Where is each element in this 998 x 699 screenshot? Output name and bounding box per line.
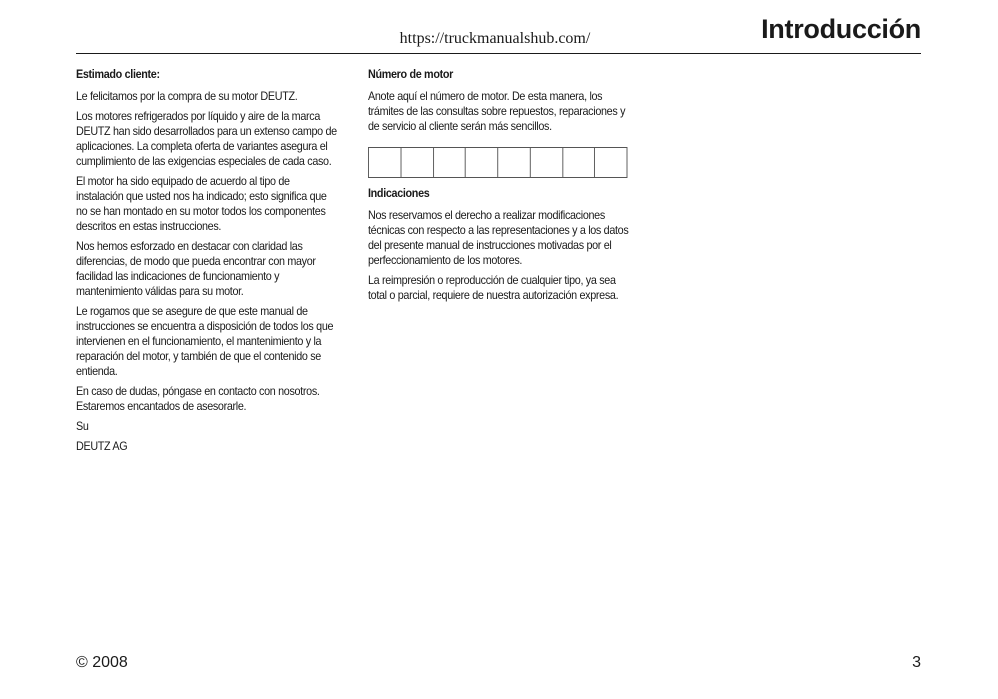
paragraph-equipment: El motor ha sido equipado de acuerdo al tipo de instalación que usted nos ha indicado; esto significa que no se han montado en su motor todos los componentes descritos en estas instrucciones.	[76, 175, 327, 233]
paragraph-congratulations: Le felicitamos por la compra de su motor DEUTZ.	[76, 90, 298, 103]
paragraph-modifications: Nos reservamos el derecho a realizar modificaciones técnicas con respecto a las representaciones y a los datos del presente manual de instrucciones motivadas por el perfeccionamiento de los motores.	[368, 209, 629, 267]
signature-text: DEUTZ AG	[76, 440, 128, 453]
engine-number-heading: Número de motor	[368, 68, 453, 81]
page-number: 3	[912, 654, 921, 671]
section-title: Introducción	[761, 14, 921, 44]
paragraph-contact: En caso de dudas, póngase en contacto con nosotros. Estaremos encantados de asesorarle.	[76, 385, 320, 413]
source-url: https://truckmanualshub.com/	[399, 30, 591, 47]
copyright-text: © 2008	[76, 654, 128, 671]
middle-column	[368, 67, 631, 308]
notes-heading: Indicaciones	[368, 187, 430, 200]
engine-number-box[interactable]	[434, 148, 466, 177]
left-column	[76, 67, 338, 459]
paragraph-reprint: La reimpresión o reproducción de cualquier tipo, ya sea total o parcial, requiere de nuestra autorización expresa.	[368, 274, 619, 302]
engine-number-box[interactable]	[401, 148, 433, 177]
engine-number-box[interactable]	[369, 148, 401, 177]
paragraph-engines: Los motores refrigerados por líquido y aire de la marca DEUTZ han sido desarrollados para un extenso campo de aplicaciones. La completa oferta de variantes asegura el cumplimiento de las exigencias especiales de cada caso.	[76, 110, 337, 168]
engine-number-box[interactable]	[563, 148, 595, 177]
engine-number-box[interactable]	[466, 148, 498, 177]
closing-text: Su	[76, 420, 89, 433]
engine-number-text: Anote aquí el número de motor. De esta manera, los trámites de las consultas sobre repuestos, reparaciones y de servicio al cliente serán más sencillos.	[368, 90, 626, 133]
engine-number-box[interactable]	[531, 148, 563, 177]
greeting-heading: Estimado cliente:	[76, 68, 160, 81]
engine-number-boxes	[368, 147, 627, 178]
paragraph-availability: Le rogamos que se asegure de que este manual de instrucciones se encuentra a disposición de todos los que intervienen en el funcionamiento, el mantenimiento y la reparación del motor, y también de que el contenido se entienda.	[76, 305, 334, 378]
engine-number-box[interactable]	[595, 148, 626, 177]
paragraph-differences: Nos hemos esforzado en destacar con claridad las diferencias, de modo que pueda encontrar con mayor facilidad las indicaciones de funcionamiento y mantenimiento válidas para su motor.	[76, 240, 316, 298]
header-divider	[76, 53, 921, 54]
engine-number-box[interactable]	[498, 148, 530, 177]
